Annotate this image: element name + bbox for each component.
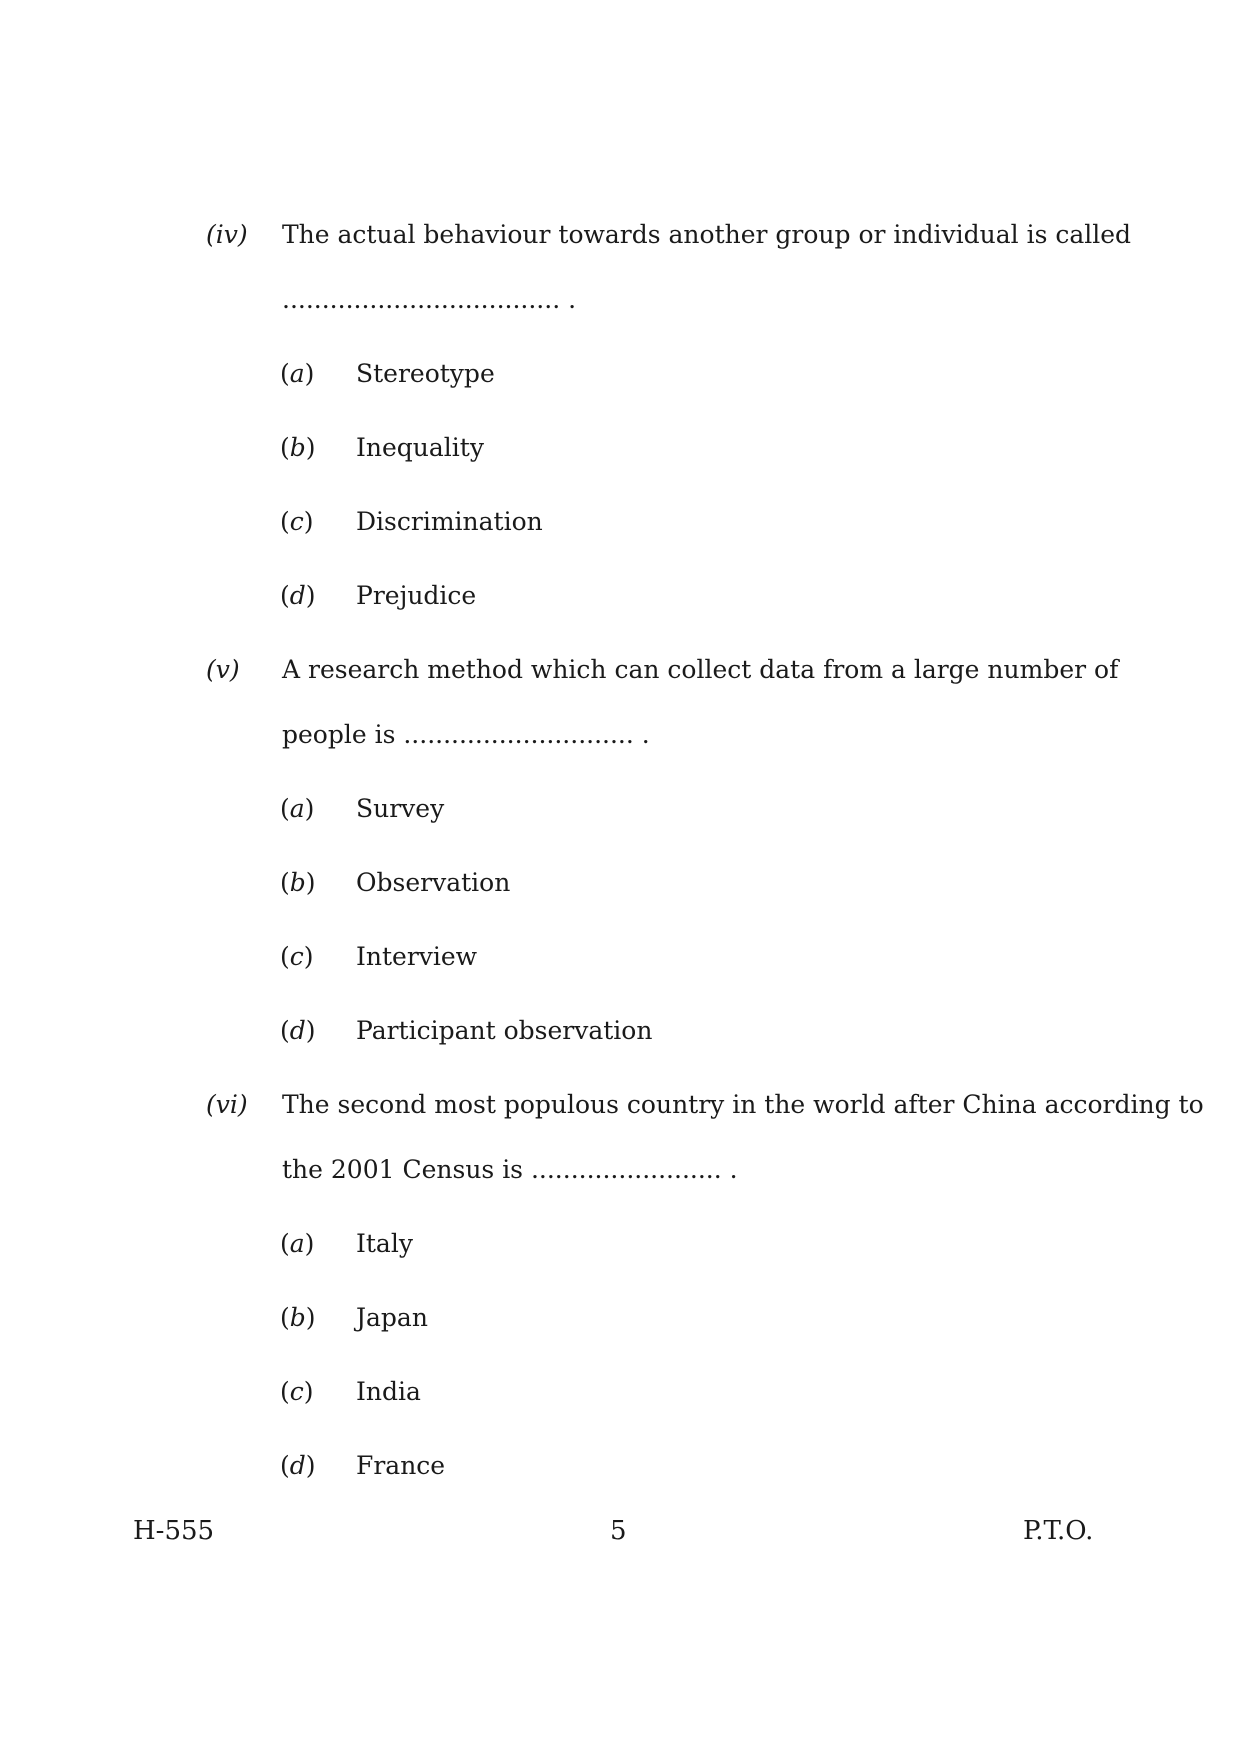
pto-note: P.T.O. xyxy=(1023,1516,1094,1546)
question-number: (iv) xyxy=(206,220,248,249)
option-label: (c) xyxy=(280,942,314,971)
option-label: (d) xyxy=(280,1451,316,1480)
option-label: (a) xyxy=(280,1229,315,1258)
option-text: Discrimination xyxy=(356,507,543,536)
option-label: (b) xyxy=(280,868,316,897)
option-label: (a) xyxy=(280,359,315,388)
option-text: Survey xyxy=(356,794,445,823)
option-text: France xyxy=(356,1451,446,1480)
question-text-line1: A research method which can collect data from a large number of xyxy=(282,655,1119,684)
question-text-line2: ................................... . xyxy=(282,285,577,314)
option-label: (d) xyxy=(280,581,316,610)
option-label: (c) xyxy=(280,1377,314,1406)
option-text: Participant observation xyxy=(356,1016,653,1045)
option-label: (d) xyxy=(280,1016,316,1045)
option-text: Inequality xyxy=(356,433,484,462)
option-label: (b) xyxy=(280,433,316,462)
paper-code: H-555 xyxy=(133,1516,215,1546)
question-text-line2: the 2001 Census is ........................ . xyxy=(282,1155,738,1184)
option-text: Japan xyxy=(356,1303,428,1332)
option-label: (c) xyxy=(280,507,314,536)
option-text: Prejudice xyxy=(356,581,477,610)
option-label: (b) xyxy=(280,1303,316,1332)
question-text-line1: The second most populous country in the world after China according to xyxy=(282,1090,1204,1119)
question-text-line1: The actual behaviour towards another group or individual is called xyxy=(282,220,1132,249)
question-number: (vi) xyxy=(206,1090,248,1119)
option-text: Observation xyxy=(356,868,511,897)
page-number: 5 xyxy=(610,1516,627,1546)
option-text: Stereotype xyxy=(356,359,495,388)
option-text: Interview xyxy=(356,942,478,971)
option-text: Italy xyxy=(356,1229,413,1258)
option-label: (a) xyxy=(280,794,315,823)
question-text-line2: people is ............................. . xyxy=(282,720,650,749)
option-text: India xyxy=(356,1377,421,1406)
question-number: (v) xyxy=(206,655,240,684)
